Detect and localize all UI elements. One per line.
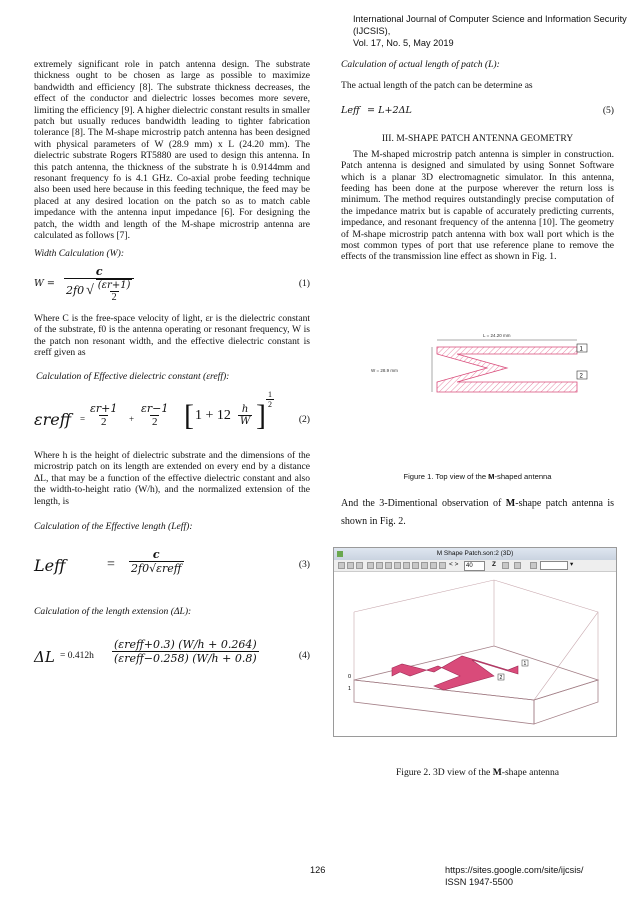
level-icon[interactable] — [502, 562, 509, 569]
intro-paragraph: extremely significant role in patch antenna design. The substrate thickness ought to be chosen as large as possible to maximize bandwidth and efficiency [8]. The substrate thickness decreases, the effect of the conductor and dielectric losses becomes more severe, limiting the efficiency [9]. A higher dielectric constant results in smaller patch but usually reduces bandwidth leading to tighter fabrication tolerance [8]. The M-shape microstrip patch antenna has been designed with physical parameters of W (28.9 mm) x L (24.20 mm). The dielectric substrate Rogers RT5880 are used to design this antenna. In this patch antenna, the thickness of the substrate h is 0.9144mm and resonant frequency fo is 4.1 GHz. Co-axial probe feeding technique also been used here because in this feeding technique, the feed may be placed at any desired location on the patch so as to match cable impedance with the antenna input impedance [6]. For designing the patch, the width and length of the M-shape microstrip antenna are calculated as follows [7]. — [34, 59, 310, 242]
eq2-exponent: $\frac{1}{2}$ — [268, 389, 272, 409]
header-line-2: Vol. 17, No. 5, May 2019 — [353, 38, 454, 48]
layer-select[interactable] — [540, 561, 568, 570]
eq4-coefficient: = 0.412h — [60, 650, 94, 661]
eq2-number: (2) — [298, 413, 310, 425]
eq1-number: (1) — [298, 277, 310, 289]
eq2-bracket-expression: 1 + 12 — [195, 407, 231, 423]
axis-label-1: 1 — [348, 686, 352, 692]
left-column — [34, 59, 310, 680]
eq1-lhs: W = — [34, 277, 55, 289]
settings-icon[interactable] — [514, 562, 521, 569]
eq4-number: (4) — [298, 649, 310, 661]
m-shape-patch — [437, 347, 577, 392]
eq5-lhs: Leff — [341, 104, 360, 116]
right-column — [341, 59, 614, 263]
eq1-numerator: c — [95, 264, 103, 278]
eq1-den-prefix: 2f0 — [66, 284, 85, 298]
sonnet-3d-window — [333, 547, 617, 737]
effective-length-heading: Calculation of the Effective length (Leff): — [34, 520, 193, 532]
header-line-1: International Journal of Computer Science and Information Security (IJCSIS), — [353, 14, 627, 36]
zoom-fit-icon[interactable] — [412, 562, 419, 569]
eq3-number: (3) — [298, 559, 310, 571]
eq1-fraction — [64, 265, 134, 303]
box-top-edges — [354, 580, 598, 700]
section-paragraph: The M-shaped microstrip patch antenna is simpler in construction. Patch antenna is designed and simulated by using Sonnet Software which is a planar 3D electromagnetic simulator. In this antenna, feeding has been done at the purpose wherever the return loss is minimum. The method requires outstandingly precise computation of the impedance matrix but is capable of accurately predicting currents, impedance, and resonant frequency of the antenna [10]. The geometry of M-shape microstrip patch antenna with box wall port which is the most common types of port that use reference plane to remove the effects of the transmission line effect as shown in Fig. 1. — [341, 148, 614, 263]
zoom-out-icon[interactable] — [403, 562, 410, 569]
eq2-term-2: $\frac{\varepsilon r-1}{2}$ — [141, 401, 169, 428]
eq2-term-1: $\frac{\varepsilon r+1}{2}$ — [90, 401, 118, 428]
open-icon[interactable] — [347, 562, 354, 569]
section-heading: III. M-SHAPE PATCH ANTENNA GEOMETRY — [381, 132, 574, 144]
figure-2-caption: Figure 2. 3D view of the M-shape antenna — [395, 767, 560, 778]
pan-icon[interactable] — [421, 562, 428, 569]
fig1-port-1-label: 1 — [579, 346, 583, 353]
3d-port-1-label: 1 — [523, 661, 527, 667]
journal-header — [353, 13, 638, 49]
eq5-number: (5) — [602, 104, 614, 116]
figure-1-top-view — [365, 330, 595, 400]
effective-dielectric-heading: Calculation of Effective dielectric constant (εreff): — [36, 370, 230, 382]
fig1-width-label: W = 28.9 mm — [371, 368, 398, 373]
equation-5 — [341, 105, 614, 119]
zoom-in-icon[interactable] — [394, 562, 401, 569]
move-icon[interactable] — [430, 562, 437, 569]
axis-label-0: 0 — [348, 674, 352, 680]
window-titlebar[interactable] — [334, 548, 616, 560]
footer-right — [445, 864, 583, 888]
save-icon[interactable] — [356, 562, 363, 569]
window-title: M Shape Patch.son:2 (3D) — [436, 550, 514, 557]
footer-issn: ISSN 1947-5500 — [445, 877, 513, 887]
eq3-fraction: c 2f0√εreff — [131, 548, 182, 576]
actual-length-heading: Calculation of actual length of patch (L): — [341, 59, 500, 70]
width-heading: Width Calculation (W): — [34, 247, 125, 259]
equation-4 — [34, 636, 310, 680]
figure-1-caption: Figure 1. Top view of the M-shaped antenna — [403, 472, 552, 481]
window-toolbar — [334, 560, 616, 572]
sqrt-icon: √ — [86, 282, 94, 298]
print-icon[interactable] — [367, 562, 374, 569]
eq1-sqrt-denominator: 2 — [111, 291, 117, 303]
fig1-length-label: L = 24.20 mm — [483, 333, 511, 338]
fig1-port-2-label: 2 — [579, 373, 583, 380]
eq1-sqrt-numerator: (εr+1) — [97, 279, 131, 291]
view-arrows[interactable]: < > — [449, 561, 459, 568]
copy-icon[interactable] — [376, 562, 383, 569]
eq4-fraction: (εreff+0.3) (W/h + 0.264) (εreff−0.258) (W/h + 0.8) — [114, 637, 257, 665]
new-icon[interactable] — [338, 562, 345, 569]
fig2-intro-text: And the 3-Dimentional observation of M-shape patch antenna is shown in Fig. 2. — [341, 498, 614, 527]
3d-view-canvas[interactable] — [334, 572, 616, 736]
footer-url: https://sites.google.com/site/ijcsis/ — [445, 865, 584, 875]
eq2-lhs: εreff — [34, 409, 72, 429]
equation-3: Leff = c 2f0√εreff (3) — [34, 548, 310, 576]
where-paragraph-1: Where C is the free-space velocity of light, εr is the dielectric constant of the substrate, f0 is the antenna operating or resonant frequency, W is the patch non resonant width, and the effective dielectric constant is εreff given as — [34, 312, 310, 359]
eq5-rhs: = L+2ΔL — [367, 104, 412, 116]
where-paragraph-2: Where h is the height of dielectric substrate and the dimensions of the microstrip patch on its length are extended on every end by a distance ΔL, that may be a function of the effective dielectric constant and also the width-to-height ratio (W/h), and the normalized extension of the length, is — [34, 449, 310, 507]
app-icon — [337, 551, 343, 557]
length-extension-heading: Calculation of the length extension (ΔL): — [34, 606, 192, 618]
actual-length-text: The actual length of the patch can be determine as — [341, 80, 533, 92]
zoom-input[interactable]: 40 — [464, 561, 485, 571]
equation-1 — [34, 265, 310, 305]
3d-port-2-label: 2 — [499, 675, 503, 681]
rotate-icon[interactable] — [385, 562, 392, 569]
grid-icon[interactable] — [530, 562, 537, 569]
eq3-lhs: Leff — [34, 556, 66, 576]
eq2-h-over-w: $\frac{h}{W}$ — [240, 403, 251, 427]
m-shape-patch-3d — [392, 656, 518, 690]
dropdown-icon[interactable]: ▾ — [570, 561, 574, 568]
view-icon[interactable] — [439, 562, 446, 569]
eq4-lhs: ΔL — [34, 647, 55, 666]
equation-2: εreff = $\frac{\varepsilon r+1}{2}$ + $\frac{\varepsilon r-1}{2}$ [ 1 + 12 $\frac{h}{W}$ ] $\frac{1}{2}$ (2) — [34, 389, 310, 432]
z-button[interactable]: Z — [492, 561, 496, 568]
page-number: 126 — [310, 865, 326, 875]
